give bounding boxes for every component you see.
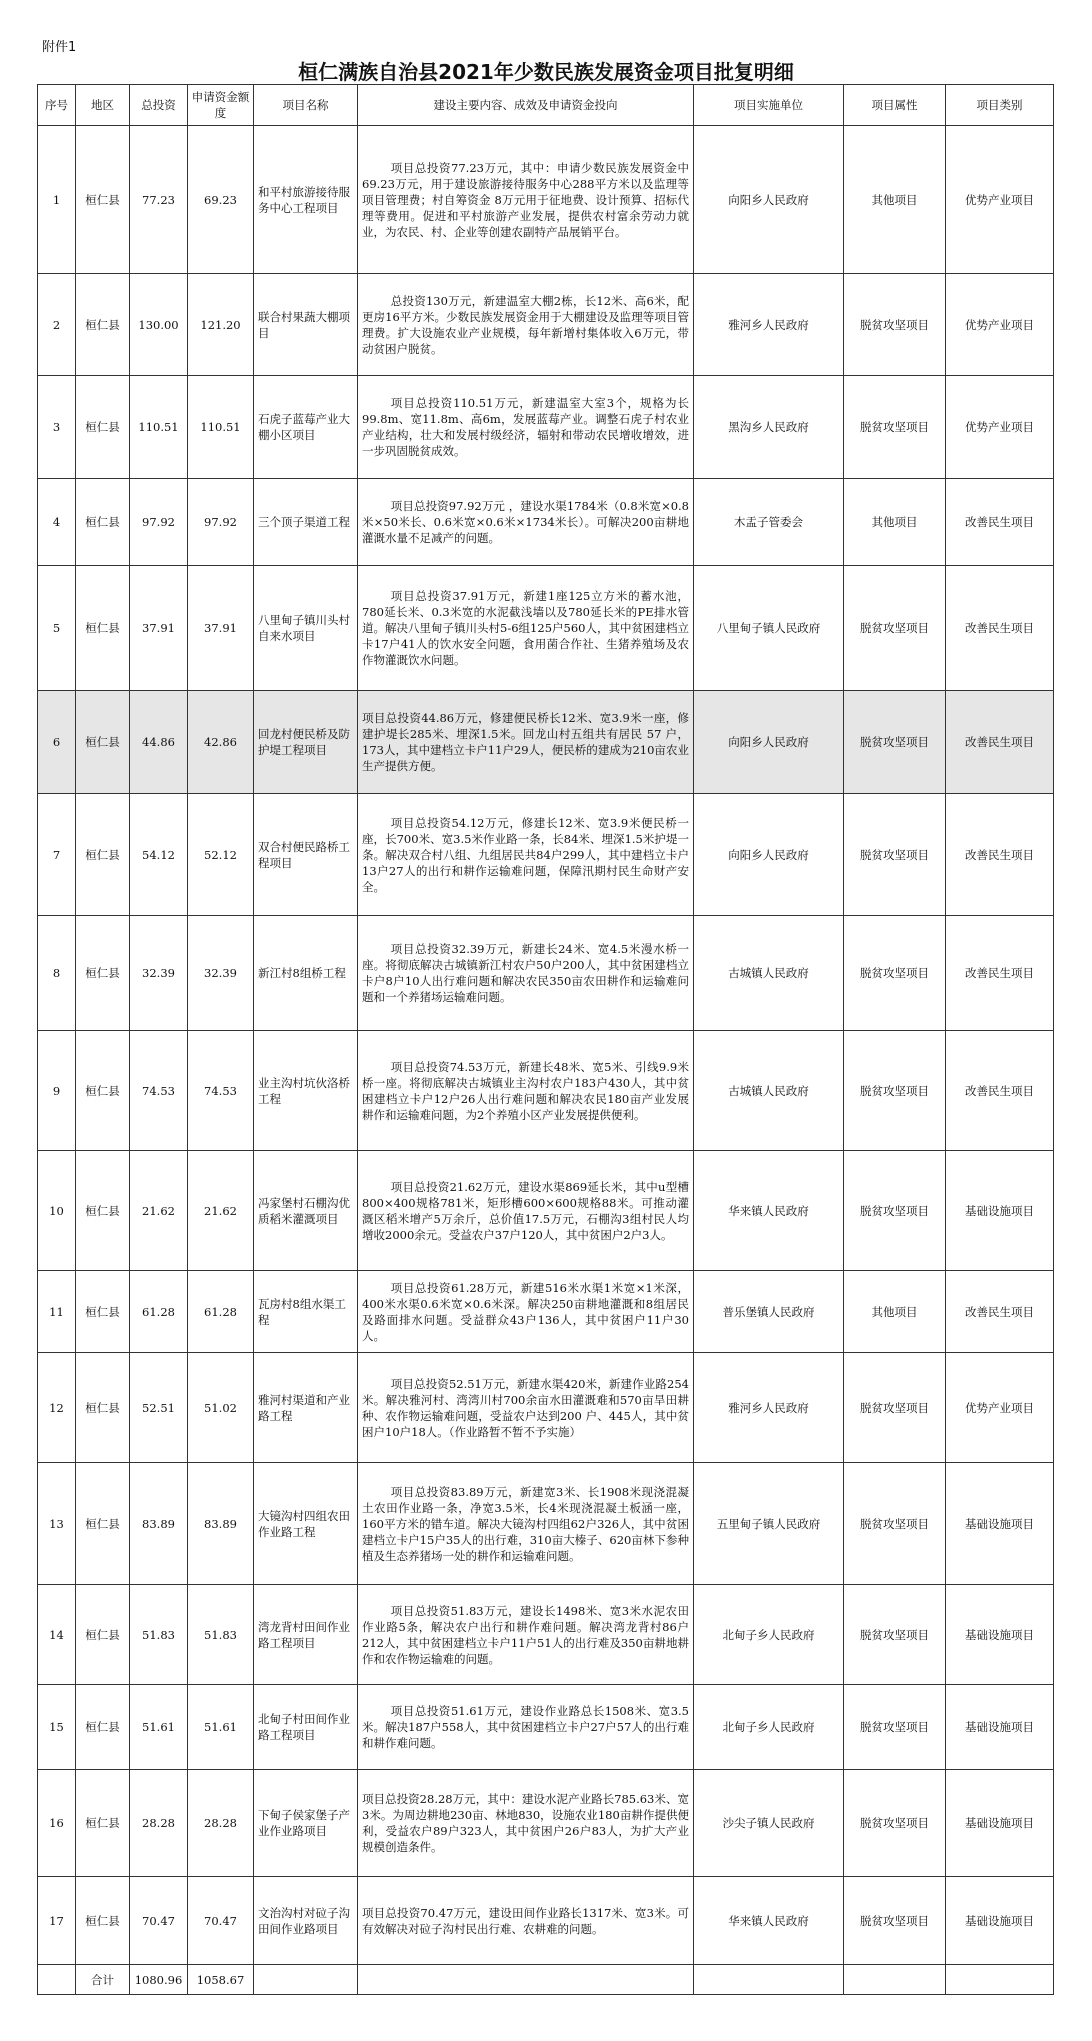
cell-unit: 北甸子乡人民政府 (694, 1585, 844, 1685)
cell-name: 瓦房村8组水渠工程 (254, 1271, 358, 1353)
cell-category: 改善民生项目 (946, 1031, 1054, 1151)
cell-no: 13 (38, 1463, 76, 1585)
cell-unit: 向阳乡人民政府 (694, 126, 844, 274)
cell-apply: 110.51 (188, 376, 254, 479)
cell-total: 97.92 (130, 479, 188, 566)
cell-unit: 向阳乡人民政府 (694, 691, 844, 794)
cell-no: 7 (38, 794, 76, 916)
header-category: 项目类别 (946, 85, 1054, 126)
cell-no: 16 (38, 1770, 76, 1877)
cell-no: 8 (38, 916, 76, 1031)
cell-content: 项目总投资51.83万元，建设长1498米、宽3米水泥农田作业路5条，解决农户出行和耕作难问题。解决湾龙背村86户212人，其中贫困建档立卡户11户51人的出行难及350亩耕地耕作和农作物运输难的问题。 (358, 1585, 694, 1685)
cell-no: 6 (38, 691, 76, 794)
cell-attr: 脱贫攻坚项目 (844, 1685, 946, 1770)
cell-unit: 雅河乡人民政府 (694, 1353, 844, 1463)
cell-no: 17 (38, 1877, 76, 1965)
cell-content: 项目总投资77.23万元，其中：申请少数民族发展资金中69.23万元，用于建设旅游接待服务中心288平方米以及监理等项目管理费；村自筹资金 8万元用于征地费、设计预算、招标代理等费用。促进和平村旅游产业发展，提供农村富余劳动力就业，为农民、村、企业等创建农副特产品展销平台。 (358, 126, 694, 274)
cell-name: 和平村旅游接待服务中心工程项目 (254, 126, 358, 274)
cell-region: 桓仁县 (76, 126, 130, 274)
cell-content: 项目总投资28.28万元，其中：建设水泥产业路长785.63米、宽3米。为周边耕地230亩、林地830，设施农业180亩耕作提供便利，受益农户89户323人，其中贫困户26户83人，为扩大产业规模创造条件。 (358, 1770, 694, 1877)
cell-unit: 华来镇人民政府 (694, 1151, 844, 1271)
cell-total: 110.51 (130, 376, 188, 479)
cell-apply: 32.39 (188, 916, 254, 1031)
cell-total: 70.47 (130, 1877, 188, 1965)
cell-content: 项目总投资83.89万元，新建宽3米、长1908米现浇混凝土农田作业路一条，净宽3.5米，长4米现浇混凝土板涵一座，160平方米的错车道。解决大镜沟村四组62户326人，其中贫困建档立卡户15户35人的出行难，310亩大榛子、620亩林下参种植及生态养猪场一处的耕作和运输难问题。 (358, 1463, 694, 1585)
cell-total: 83.89 (130, 1463, 188, 1585)
cell-apply: 37.91 (188, 566, 254, 691)
header-apply: 申请资金额度 (188, 85, 254, 126)
cell-attr: 其他项目 (844, 126, 946, 274)
table-row (38, 479, 1054, 566)
cell-region: 桓仁县 (76, 916, 130, 1031)
header-attr: 项目属性 (844, 85, 946, 126)
cell-apply: 51.02 (188, 1353, 254, 1463)
cell-region: 桓仁县 (76, 376, 130, 479)
cell-content: 项目总投资110.51万元，新建温室大室3个，规格为长99.8m、宽11.8m、高6m，发展蓝莓产业。调整石虎子村农业产业结构，壮大和发展村级经济，辐射和带动农民增收增效，进一步巩固脱贫成效。 (358, 376, 694, 479)
cell-unit: 古城镇人民政府 (694, 1031, 844, 1151)
cell-content: 总投资130万元，新建温室大棚2栋，长12米、高6米，配更房16平方米。少数民族发展资金用于大棚建设及监理等项目管理费。扩大设施农业产业规模，每年新增村集体收入6万元，带动贫困户脱贫。 (358, 274, 694, 376)
cell-total: 51.83 (130, 1585, 188, 1685)
cell-name: 双合村便民路桥工程项目 (254, 794, 358, 916)
cell-region: 桓仁县 (76, 691, 130, 794)
cell-apply: 83.89 (188, 1463, 254, 1585)
cell-region: 桓仁县 (76, 274, 130, 376)
cell-empty (38, 1965, 76, 1995)
header-name: 项目名称 (254, 85, 358, 126)
cell-category: 基础设施项目 (946, 1585, 1054, 1685)
header-total: 总投资 (130, 85, 188, 126)
table-row (38, 1770, 1054, 1877)
cell-content: 项目总投资32.39万元，新建长24米、宽4.5米漫水桥一座。将彻底解决古城镇新江村农户50户200人，其中贫困建档立卡户8户10人出行难问题和解决农民350亩农田耕作和运输难问题和一个养猪场运输难问题。 (358, 916, 694, 1031)
cell-unit: 木盂子管委会 (694, 479, 844, 566)
cell-category: 改善民生项目 (946, 479, 1054, 566)
cell-unit: 五里甸子镇人民政府 (694, 1463, 844, 1585)
cell-apply: 51.61 (188, 1685, 254, 1770)
total-row (38, 1965, 1054, 1995)
table-row (38, 1271, 1054, 1353)
cell-category: 基础设施项目 (946, 1151, 1054, 1271)
cell-content: 项目总投资44.86万元，修建便民桥长12米、宽3.9米一座，修建护堤长285米、埋深1.5米。回龙山村五组共有居民 57 户，173人，其中建档立卡户11户29人，便民桥的建成为210亩农业生产提供方便。 (358, 691, 694, 794)
cell-name: 大镜沟村四组农田作业路工程 (254, 1463, 358, 1585)
cell-empty (254, 1965, 358, 1995)
cell-unit: 普乐堡镇人民政府 (694, 1271, 844, 1353)
header-unit: 项目实施单位 (694, 85, 844, 126)
cell-content: 项目总投资74.53万元，新建长48米、宽5米、引线9.9米桥一座。将彻底解决古城镇业主沟村农户183户430人，其中贫困建档立卡户12户26人出行难问题和解决农民180亩产业发展耕作和运输难问题，为2个养殖小区产业发展提供便利。 (358, 1031, 694, 1151)
cell-total: 28.28 (130, 1770, 188, 1877)
cell-no: 1 (38, 126, 76, 274)
cell-attr: 脱贫攻坚项目 (844, 1151, 946, 1271)
cell-total: 32.39 (130, 916, 188, 1031)
table-row (38, 1685, 1054, 1770)
cell-category: 改善民生项目 (946, 916, 1054, 1031)
table-row (38, 691, 1054, 794)
cell-name: 三个顶子渠道工程 (254, 479, 358, 566)
cell-attr: 脱贫攻坚项目 (844, 1463, 946, 1585)
cell-unit: 沙尖子镇人民政府 (694, 1770, 844, 1877)
cell-total: 54.12 (130, 794, 188, 916)
cell-no: 5 (38, 566, 76, 691)
cell-region: 桓仁县 (76, 1463, 130, 1585)
cell-category: 优势产业项目 (946, 376, 1054, 479)
cell-category: 优势产业项目 (946, 274, 1054, 376)
total-investment: 1080.96 (130, 1965, 188, 1995)
cell-region: 桓仁县 (76, 1585, 130, 1685)
table-row (38, 566, 1054, 691)
cell-no: 2 (38, 274, 76, 376)
cell-name: 冯家堡村石棚沟优质稻米灌溉项目 (254, 1151, 358, 1271)
cell-total: 61.28 (130, 1271, 188, 1353)
cell-apply: 28.28 (188, 1770, 254, 1877)
cell-total: 130.00 (130, 274, 188, 376)
cell-region: 桓仁县 (76, 1151, 130, 1271)
cell-apply: 52.12 (188, 794, 254, 916)
cell-category: 改善民生项目 (946, 566, 1054, 691)
table-row (38, 1877, 1054, 1965)
cell-category: 改善民生项目 (946, 1271, 1054, 1353)
table-row (38, 126, 1054, 274)
cell-apply: 51.83 (188, 1585, 254, 1685)
table-row (38, 376, 1054, 479)
cell-attr: 脱贫攻坚项目 (844, 274, 946, 376)
cell-attr: 脱贫攻坚项目 (844, 566, 946, 691)
cell-content: 项目总投资21.62万元，建设水渠869延长米，其中u型槽800×400规格781米，矩形槽600×600规格88米。可推动灌溉区稻米增产5万余斤，总价值17.5万元，石棚沟3组村民人均增收2000余元。受益农户37户120人，其中贫困户2户3人。 (358, 1151, 694, 1271)
cell-empty (358, 1965, 694, 1995)
cell-apply: 21.62 (188, 1151, 254, 1271)
cell-attr: 脱贫攻坚项目 (844, 691, 946, 794)
cell-total: 52.51 (130, 1353, 188, 1463)
cell-name: 回龙村便民桥及防护堤工程项目 (254, 691, 358, 794)
cell-category: 改善民生项目 (946, 691, 1054, 794)
cell-unit: 北甸子乡人民政府 (694, 1685, 844, 1770)
cell-apply: 74.53 (188, 1031, 254, 1151)
cell-attr: 脱贫攻坚项目 (844, 794, 946, 916)
cell-unit: 古城镇人民政府 (694, 916, 844, 1031)
cell-name: 石虎子蓝莓产业大棚小区项目 (254, 376, 358, 479)
cell-unit: 雅河乡人民政府 (694, 274, 844, 376)
cell-apply: 61.28 (188, 1271, 254, 1353)
cell-attr: 脱贫攻坚项目 (844, 1770, 946, 1877)
cell-attr: 脱贫攻坚项目 (844, 1353, 946, 1463)
cell-category: 基础设施项目 (946, 1463, 1054, 1585)
cell-content: 项目总投资61.28万元，新建516米水渠1米宽×1米深，400米水渠0.6米宽×0.6米深。解决250亩耕地灌溉和8组居民及路面排水问题。受益群众43户136人，其中贫困户11户30人。 (358, 1271, 694, 1353)
cell-name: 湾龙背村田间作业路工程项目 (254, 1585, 358, 1685)
cell-apply: 97.92 (188, 479, 254, 566)
cell-region: 桓仁县 (76, 479, 130, 566)
cell-content: 项目总投资97.92万元 ，建设水渠1784米（0.8米宽×0.8米×50米长、0.6米宽×0.6米×1734米长）。可解决200亩耕地灌溉水量不足减产的问题。 (358, 479, 694, 566)
cell-name: 业主沟村坑伙洛桥工程 (254, 1031, 358, 1151)
table-row (38, 1353, 1054, 1463)
cell-region: 桓仁县 (76, 566, 130, 691)
cell-unit: 黑沟乡人民政府 (694, 376, 844, 479)
cell-no: 10 (38, 1151, 76, 1271)
cell-region: 桓仁县 (76, 1353, 130, 1463)
cell-name: 雅河村渠道和产业路工程 (254, 1353, 358, 1463)
table-row (38, 1031, 1054, 1151)
cell-name: 文治沟村对砬子沟田间作业路项目 (254, 1877, 358, 1965)
cell-empty (694, 1965, 844, 1995)
cell-apply: 70.47 (188, 1877, 254, 1965)
cell-no: 4 (38, 479, 76, 566)
table-row (38, 916, 1054, 1031)
header-no: 序号 (38, 85, 76, 126)
cell-content: 项目总投资51.61万元，建设作业路总长1508米、宽3.5米。解决187户558人，其中贫困建档立卡户27户57人的出行难和耕作难问题。 (358, 1685, 694, 1770)
cell-region: 桓仁县 (76, 794, 130, 916)
table-row (38, 1585, 1054, 1685)
cell-attr: 脱贫攻坚项目 (844, 1877, 946, 1965)
cell-content: 项目总投资54.12万元，修建长12米、宽3.9米便民桥一座，长700米、宽3.5米作业路一条，长84米、埋深1.5米护堤一条。解决双合村八组、九组居民共84户299人，其中建档立卡户13户27人的出行和耕作运输难问题，保障汛期村民生命财产安全。 (358, 794, 694, 916)
attachment-label: 附件1 (42, 40, 77, 55)
cell-total: 44.86 (130, 691, 188, 794)
cell-category: 基础设施项目 (946, 1877, 1054, 1965)
cell-region: 桓仁县 (76, 1770, 130, 1877)
cell-no: 12 (38, 1353, 76, 1463)
total-apply: 1058.67 (188, 1965, 254, 1995)
cell-apply: 42.86 (188, 691, 254, 794)
cell-name: 联合村果蔬大棚项目 (254, 274, 358, 376)
cell-total: 74.53 (130, 1031, 188, 1151)
project-table (37, 84, 1054, 1995)
cell-empty (844, 1965, 946, 1995)
header-region: 地区 (76, 85, 130, 126)
cell-attr: 脱贫攻坚项目 (844, 1585, 946, 1685)
total-label: 合计 (76, 1965, 130, 1995)
cell-category: 优势产业项目 (946, 126, 1054, 274)
cell-total: 51.61 (130, 1685, 188, 1770)
cell-attr: 脱贫攻坚项目 (844, 376, 946, 479)
cell-content: 项目总投资70.47万元，建设田间作业路长1317米、宽3米。可有效解决对砬子沟村民出行难、农耕难的问题。 (358, 1877, 694, 1965)
cell-no: 9 (38, 1031, 76, 1151)
cell-attr: 脱贫攻坚项目 (844, 916, 946, 1031)
cell-attr: 其他项目 (844, 479, 946, 566)
cell-attr: 脱贫攻坚项目 (844, 1031, 946, 1151)
cell-region: 桓仁县 (76, 1031, 130, 1151)
cell-no: 14 (38, 1585, 76, 1685)
cell-total: 77.23 (130, 126, 188, 274)
table-row (38, 794, 1054, 916)
cell-content: 项目总投资52.51万元，新建水渠420米，新建作业路254米。解决雅河村、湾湾川村700余亩水田灌溉难和570亩旱田耕种、农作物运输难问题，受益农户达到200 户、445人，其中贫困户10户18人。（作业路暂不暂不予实施） (358, 1353, 694, 1463)
cell-apply: 121.20 (188, 274, 254, 376)
cell-attr: 其他项目 (844, 1271, 946, 1353)
cell-no: 15 (38, 1685, 76, 1770)
cell-unit: 向阳乡人民政府 (694, 794, 844, 916)
cell-empty (946, 1965, 1054, 1995)
cell-name: 下甸子侯家堡子产业作业路项目 (254, 1770, 358, 1877)
cell-category: 优势产业项目 (946, 1353, 1054, 1463)
cell-name: 北甸子村田间作业路工程项目 (254, 1685, 358, 1770)
cell-unit: 八里甸子镇人民政府 (694, 566, 844, 691)
cell-total: 37.91 (130, 566, 188, 691)
cell-name: 八里甸子镇川头村自来水项目 (254, 566, 358, 691)
cell-total: 21.62 (130, 1151, 188, 1271)
cell-category: 基础设施项目 (946, 1685, 1054, 1770)
cell-name: 新江村8组桥工程 (254, 916, 358, 1031)
cell-region: 桓仁县 (76, 1685, 130, 1770)
cell-region: 桓仁县 (76, 1271, 130, 1353)
cell-category: 改善民生项目 (946, 794, 1054, 916)
header-content: 建设主要内容、成效及申请资金投向 (358, 85, 694, 126)
cell-apply: 69.23 (188, 126, 254, 274)
cell-unit: 华来镇人民政府 (694, 1877, 844, 1965)
cell-no: 11 (38, 1271, 76, 1353)
header-row (38, 85, 1054, 126)
cell-category: 基础设施项目 (946, 1770, 1054, 1877)
cell-region: 桓仁县 (76, 1877, 130, 1965)
table-row (38, 274, 1054, 376)
cell-content: 项目总投资37.91万元，新建1座125立方米的蓄水池，780延长米、0.3米宽的水泥截浅墙以及780延长米的PE排水管道。解决八里甸子镇川头村5-6组125户560人，其中贫困建档立卡17户41人的饮水安全问题，食用菌合作社、生猪养殖场及农作物灌溉饮水问题。 (358, 566, 694, 691)
table-row (38, 1463, 1054, 1585)
page-title: 桓仁满族自治县2021年少数民族发展资金项目批复明细 (298, 60, 794, 84)
table-row (38, 1151, 1054, 1271)
cell-no: 3 (38, 376, 76, 479)
